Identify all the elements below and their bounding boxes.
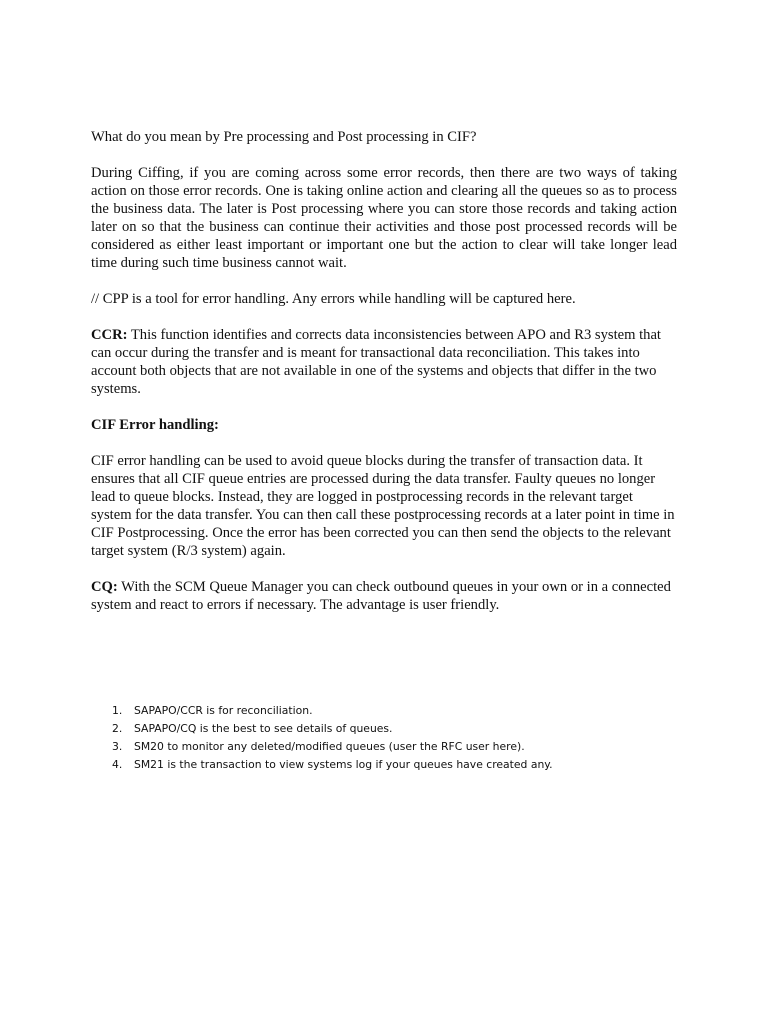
cpp-note: // CPP is a tool for error handling. Any errors while handling will be captured here. [91,291,576,307]
transaction-list [112,702,712,774]
list-item-number: 2. [112,722,123,735]
cq-paragraph [91,578,677,614]
list-item [112,738,712,756]
list-item-text: SM20 to monitor any deleted/modified queues (user the RFC user here). [134,740,525,753]
list-item-number: 1. [112,704,123,717]
list-item-number: 4. [112,758,123,771]
list-item-text: SAPAPO/CQ is the best to see details of queues. [134,722,393,735]
cif-error-handling-heading: CIF Error handling: [91,417,219,433]
list-item [112,720,712,738]
ccr-label: CCR: [91,327,128,343]
question-line: What do you mean by Pre processing and Post processing in CIF? [91,129,477,145]
cq-label: CQ: [91,579,118,595]
list-item-text: SM21 is the transaction to view systems log if your queues have created any. [134,758,553,771]
cq-text: With the SCM Queue Manager you can check outbound queues in your own or in a connected system and react to errors if necessary. The advantage is user friendly. [91,579,671,613]
ccr-paragraph [91,326,677,398]
cif-error-handling-paragraph: CIF error handling can be used to avoid queue blocks during the transfer of transaction data. It ensures that all CIF queue entries are processed during the data transfer. Faulty queues no longer lead to queue blocks. Instead, they are logged in postprocessing records in the relevant target system for the data transfer. You can then call these postprocessing records at a later point in time in CIF Postprocessing. Once the error has been corrected you can then send the objects to the relevant target system (R/3 system) again. [91,453,675,559]
list-item [112,756,712,774]
ciffing-paragraph: During Ciffing, if you are coming across some error records, then there are two ways of taking action on those error records. One is taking online action and clearing all the queues so as to process the business data. The later is Post processing where you can store those records and taking action later on so that the business can continue their activities and those post processed records will be considered as either least important or important one but the action to clear will take longer lead time during such time business cannot wait. [91,165,677,271]
list-item [112,702,712,720]
list-item-number: 3. [112,740,123,753]
list-item-text: SAPAPO/CCR is for reconciliation. [134,704,313,717]
ccr-text: This function identifies and corrects data inconsistencies between APO and R3 system that can occur during the transfer and is meant for transactional data reconciliation. This takes into account both objects that are not available in one of the systems and objects that differ in the two systems. [91,327,661,397]
document-body [91,128,677,632]
